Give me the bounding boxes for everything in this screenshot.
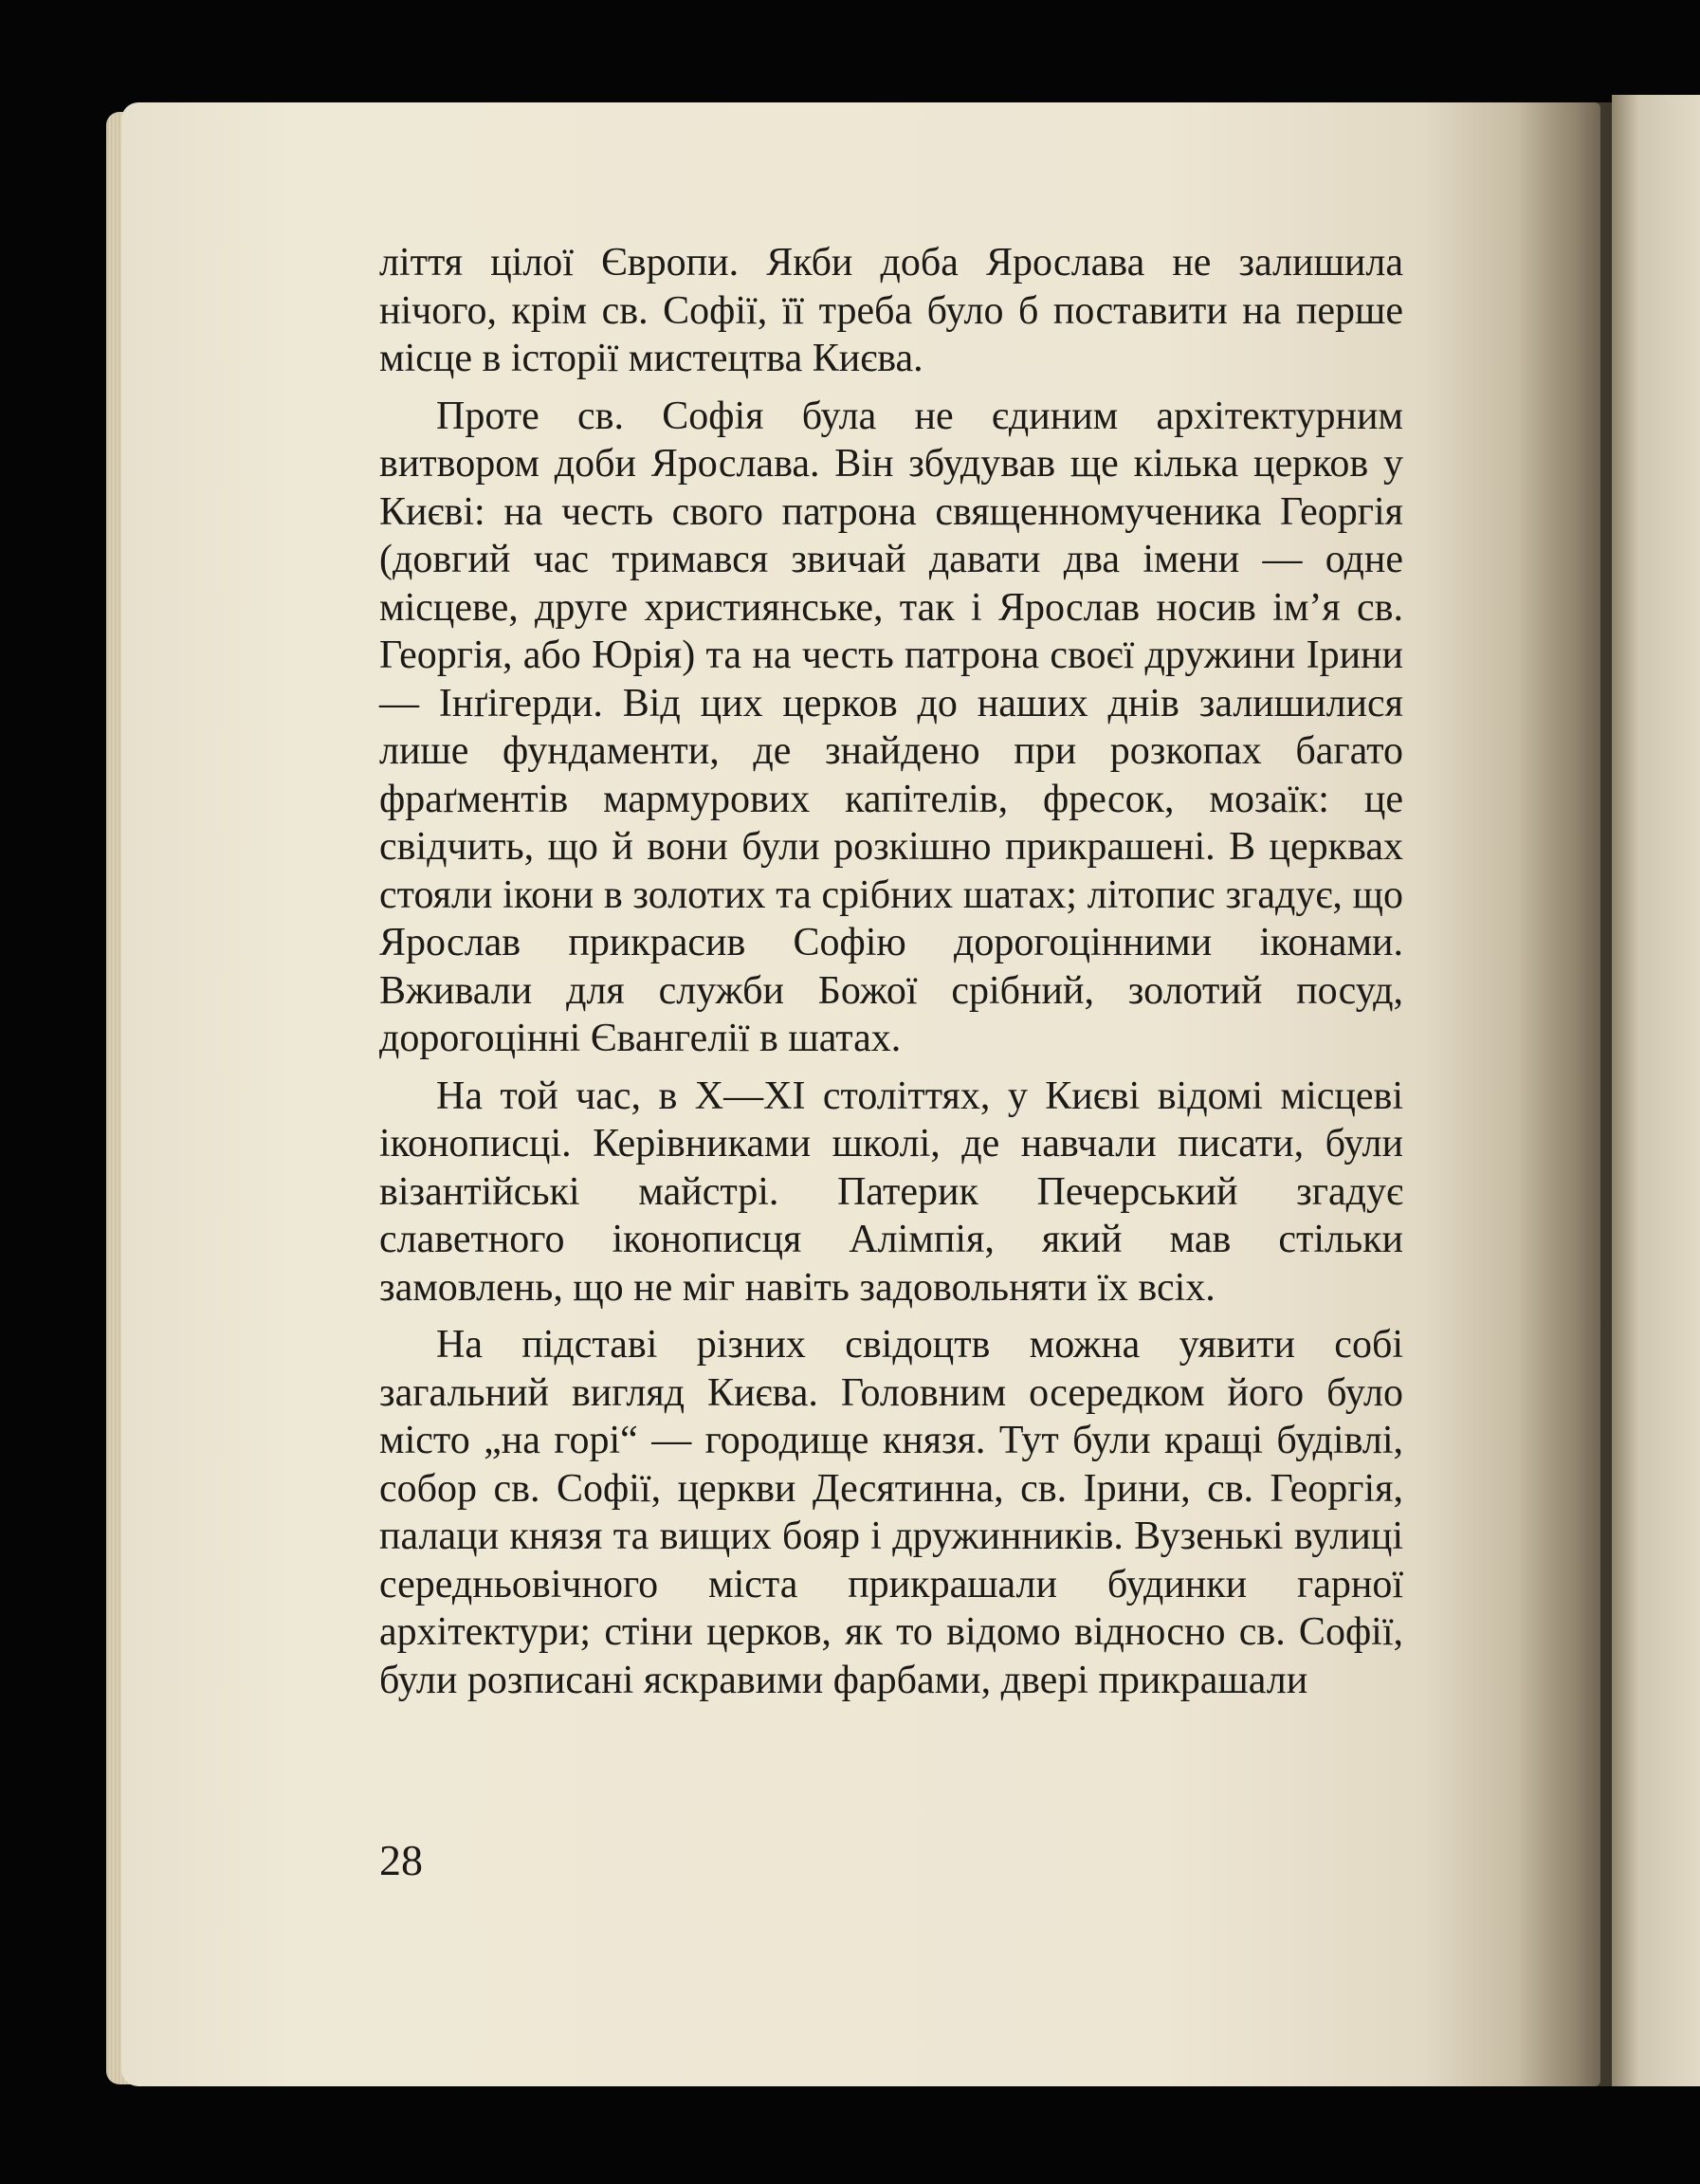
paragraph: Проте св. Софія була не єдиним архітектурним витвором доби Ярослава. Він збудував ще кілька церков у Києві: на честь свого патрона священномученика Георгія (довгий час тримався звичай давати два імени — одне місцеве, друге християнське, так і Ярослав носив ім’я св. Георгія, або Юрія) та на честь патрона своєї дружини Ірини — Інґігерди. Від цих церков до наших днів залишилися лише фундаменти, де знайдено при розкопах багато фраґментів мармурових капітелів, фресок, мозаїк: це свідчить, що й вони були розкішно прикрашені. В церквах стояли ікони в золотих та срібних шатах; літопис згадує, що Ярослав прикрасив Софію дорогоцінними іконами. Вживали для служби Божої срібний, золотий посуд, дорогоцінні Євангелії в шатах. xyxy=(379,394,1403,1060)
body-text xyxy=(379,239,1403,1714)
paragraph: На підставі різних свідоцтв можна уявити собі загальний вигляд Києва. Головним осередком його було місто „на горі“ — городище князя. Тут були кращі будівлі, собор св. Софії, церкви Десятинна, св. Ірини, св. Георгія, палаци князя та вищих бояр і дружинників. Вузенькі вулиці середньовічного міста прикрашали будинки гарної архітектури; стіни церков, як то відомо відносно св. Софії, були розписані яскравими фарбами, двері прикрашали xyxy=(379,1323,1403,1702)
paragraph: На той час, в X—XI століттях, у Києві відомі місцеві іконописці. Керівниками школі, де навчали писати, були візантійські майстрі. Патерик Печерський згадує славетного іконописця Алімпія, який мав стільки замовлень, що не міг навіть задовольняти їх всіх. xyxy=(379,1074,1403,1310)
gutter-shadow xyxy=(1517,102,1621,2086)
page-number: 28 xyxy=(379,1836,423,1884)
paragraph: ліття цілої Європи. Якби доба Ярослава не залишила нічого, крім св. Софії, її треба було б поставити на перше місце в історії мистецтва Києва. xyxy=(379,241,1403,380)
facing-page-edge xyxy=(1612,95,1700,2086)
